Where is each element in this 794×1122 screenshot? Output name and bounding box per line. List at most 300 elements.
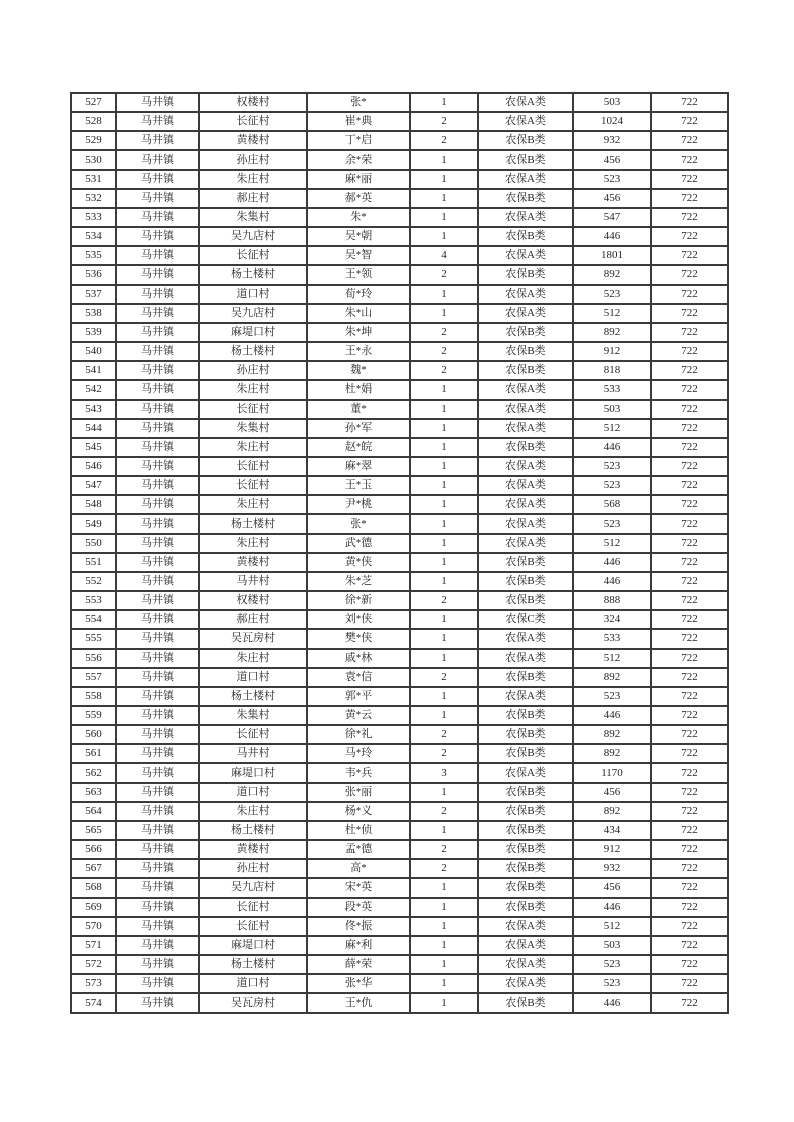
table-row [71, 821, 728, 840]
person-name-cell: 张*华 [307, 974, 410, 993]
village-cell: 杨土楼村 [199, 821, 307, 840]
amount-cell: 888 [573, 591, 651, 610]
seq-cell: 565 [71, 821, 116, 840]
table-row [71, 304, 728, 323]
table-row [71, 457, 728, 476]
count-cell: 1 [410, 783, 478, 802]
person-name-cell: 王*领 [307, 265, 410, 284]
village-cell: 朱庄村 [199, 534, 307, 553]
fixed-value-cell: 722 [651, 629, 728, 648]
town-cell: 马井镇 [116, 304, 199, 323]
town-cell: 马井镇 [116, 227, 199, 246]
table-row [71, 93, 728, 112]
insurance-category-cell: 农保B类 [478, 802, 573, 821]
insurance-category-cell: 农保B类 [478, 131, 573, 150]
fixed-value-cell: 722 [651, 821, 728, 840]
seq-cell: 545 [71, 438, 116, 457]
town-cell: 马井镇 [116, 246, 199, 265]
person-name-cell: 董* [307, 400, 410, 419]
village-cell: 杨土楼村 [199, 687, 307, 706]
insurance-category-cell: 农保A类 [478, 495, 573, 514]
village-cell: 孙庄村 [199, 150, 307, 169]
seq-cell: 548 [71, 495, 116, 514]
seq-cell: 527 [71, 93, 116, 112]
seq-cell: 559 [71, 706, 116, 725]
count-cell: 1 [410, 553, 478, 572]
amount-cell: 892 [573, 725, 651, 744]
count-cell: 3 [410, 763, 478, 782]
count-cell: 1 [410, 706, 478, 725]
count-cell: 1 [410, 304, 478, 323]
seq-cell: 533 [71, 208, 116, 227]
insurance-category-cell: 农保A类 [478, 955, 573, 974]
table-row [71, 917, 728, 936]
insurance-category-cell: 农保B类 [478, 342, 573, 361]
insurance-category-cell: 农保B类 [478, 821, 573, 840]
person-name-cell: 黄*云 [307, 706, 410, 725]
seq-cell: 551 [71, 553, 116, 572]
village-cell: 黄楼村 [199, 840, 307, 859]
town-cell: 马井镇 [116, 150, 199, 169]
count-cell: 1 [410, 610, 478, 629]
seq-cell: 573 [71, 974, 116, 993]
count-cell: 1 [410, 170, 478, 189]
village-cell: 道口村 [199, 974, 307, 993]
person-name-cell: 张* [307, 514, 410, 533]
table-row [71, 629, 728, 648]
person-name-cell: 尹*桃 [307, 495, 410, 514]
fixed-value-cell: 722 [651, 112, 728, 131]
amount-cell: 1024 [573, 112, 651, 131]
seq-cell: 531 [71, 170, 116, 189]
person-name-cell: 高* [307, 859, 410, 878]
seq-cell: 539 [71, 323, 116, 342]
town-cell: 马井镇 [116, 553, 199, 572]
town-cell: 马井镇 [116, 783, 199, 802]
town-cell: 马井镇 [116, 476, 199, 495]
fixed-value-cell: 722 [651, 285, 728, 304]
village-cell: 长征村 [199, 725, 307, 744]
amount-cell: 568 [573, 495, 651, 514]
town-cell: 马井镇 [116, 649, 199, 668]
village-cell: 权楼村 [199, 591, 307, 610]
amount-cell: 932 [573, 131, 651, 150]
amount-cell: 446 [573, 227, 651, 246]
seq-cell: 561 [71, 744, 116, 763]
count-cell: 4 [410, 246, 478, 265]
count-cell: 2 [410, 744, 478, 763]
amount-cell: 446 [573, 706, 651, 725]
table-row [71, 323, 728, 342]
fixed-value-cell: 722 [651, 763, 728, 782]
insurance-category-cell: 农保A类 [478, 687, 573, 706]
fixed-value-cell: 722 [651, 840, 728, 859]
town-cell: 马井镇 [116, 93, 199, 112]
town-cell: 马井镇 [116, 572, 199, 591]
count-cell: 2 [410, 265, 478, 284]
insurance-category-cell: 农保B类 [478, 744, 573, 763]
insurance-category-cell: 农保A类 [478, 246, 573, 265]
fixed-value-cell: 722 [651, 917, 728, 936]
insurance-category-cell: 农保A类 [478, 534, 573, 553]
fixed-value-cell: 722 [651, 131, 728, 150]
table-row [71, 878, 728, 897]
seq-cell: 555 [71, 629, 116, 648]
fixed-value-cell: 722 [651, 610, 728, 629]
amount-cell: 456 [573, 150, 651, 169]
fixed-value-cell: 722 [651, 802, 728, 821]
insurance-category-cell: 农保B类 [478, 572, 573, 591]
village-cell: 吴九店村 [199, 227, 307, 246]
count-cell: 1 [410, 150, 478, 169]
fixed-value-cell: 722 [651, 150, 728, 169]
person-name-cell: 孟*德 [307, 840, 410, 859]
person-name-cell: 郭*平 [307, 687, 410, 706]
village-cell: 朱集村 [199, 419, 307, 438]
person-name-cell: 赵*皖 [307, 438, 410, 457]
amount-cell: 512 [573, 304, 651, 323]
insurance-category-cell: 农保B类 [478, 150, 573, 169]
count-cell: 1 [410, 878, 478, 897]
fixed-value-cell: 722 [651, 170, 728, 189]
person-name-cell: 王*仇 [307, 993, 410, 1013]
table-row [71, 993, 728, 1013]
insurance-category-cell: 农保B类 [478, 840, 573, 859]
insurance-category-cell: 农保A类 [478, 380, 573, 399]
person-name-cell: 王*永 [307, 342, 410, 361]
insurance-category-cell: 农保A类 [478, 208, 573, 227]
fixed-value-cell: 722 [651, 993, 728, 1013]
seq-cell: 530 [71, 150, 116, 169]
count-cell: 1 [410, 649, 478, 668]
seq-cell: 532 [71, 189, 116, 208]
insurance-category-cell: 农保A类 [478, 400, 573, 419]
village-cell: 长征村 [199, 476, 307, 495]
seq-cell: 567 [71, 859, 116, 878]
town-cell: 马井镇 [116, 419, 199, 438]
seq-cell: 564 [71, 802, 116, 821]
village-cell: 郝庄村 [199, 610, 307, 629]
town-cell: 马井镇 [116, 285, 199, 304]
table-row [71, 783, 728, 802]
insurance-category-cell: 农保A类 [478, 936, 573, 955]
count-cell: 1 [410, 629, 478, 648]
village-cell: 朱庄村 [199, 438, 307, 457]
person-name-cell: 郝*英 [307, 189, 410, 208]
seq-cell: 563 [71, 783, 116, 802]
count-cell: 1 [410, 476, 478, 495]
amount-cell: 523 [573, 170, 651, 189]
table-row [71, 150, 728, 169]
person-name-cell: 崔*典 [307, 112, 410, 131]
village-cell: 杨土楼村 [199, 955, 307, 974]
count-cell: 2 [410, 725, 478, 744]
fixed-value-cell: 722 [651, 342, 728, 361]
town-cell: 马井镇 [116, 400, 199, 419]
insurance-category-cell: 农保B类 [478, 438, 573, 457]
amount-cell: 547 [573, 208, 651, 227]
amount-cell: 912 [573, 840, 651, 859]
table-row [71, 419, 728, 438]
table-row [71, 342, 728, 361]
amount-cell: 446 [573, 438, 651, 457]
count-cell: 1 [410, 936, 478, 955]
amount-cell: 456 [573, 783, 651, 802]
town-cell: 马井镇 [116, 974, 199, 993]
town-cell: 马井镇 [116, 802, 199, 821]
insurance-category-cell: 农保A类 [478, 763, 573, 782]
count-cell: 2 [410, 342, 478, 361]
count-cell: 1 [410, 457, 478, 476]
person-name-cell: 吴*朝 [307, 227, 410, 246]
town-cell: 马井镇 [116, 629, 199, 648]
count-cell: 1 [410, 227, 478, 246]
amount-cell: 456 [573, 189, 651, 208]
person-name-cell: 佟*振 [307, 917, 410, 936]
fixed-value-cell: 722 [651, 380, 728, 399]
table-row [71, 400, 728, 419]
amount-cell: 892 [573, 744, 651, 763]
person-name-cell: 吴*智 [307, 246, 410, 265]
fixed-value-cell: 722 [651, 208, 728, 227]
amount-cell: 523 [573, 285, 651, 304]
seq-cell: 536 [71, 265, 116, 284]
person-name-cell: 余*荣 [307, 150, 410, 169]
seq-cell: 549 [71, 514, 116, 533]
table-row [71, 591, 728, 610]
town-cell: 马井镇 [116, 265, 199, 284]
seq-cell: 537 [71, 285, 116, 304]
village-cell: 长征村 [199, 898, 307, 917]
person-name-cell: 薛*荣 [307, 955, 410, 974]
seq-cell: 528 [71, 112, 116, 131]
table-row [71, 112, 728, 131]
village-cell: 麻堤口村 [199, 323, 307, 342]
village-cell: 长征村 [199, 457, 307, 476]
seq-cell: 546 [71, 457, 116, 476]
seq-cell: 560 [71, 725, 116, 744]
town-cell: 马井镇 [116, 898, 199, 917]
count-cell: 1 [410, 955, 478, 974]
insurance-category-cell: 农保B类 [478, 783, 573, 802]
amount-cell: 533 [573, 629, 651, 648]
count-cell: 1 [410, 687, 478, 706]
count-cell: 1 [410, 208, 478, 227]
village-cell: 权楼村 [199, 93, 307, 112]
person-name-cell: 麻*丽 [307, 170, 410, 189]
seq-cell: 535 [71, 246, 116, 265]
fixed-value-cell: 722 [651, 553, 728, 572]
count-cell: 2 [410, 840, 478, 859]
village-cell: 朱庄村 [199, 495, 307, 514]
person-name-cell: 宋*英 [307, 878, 410, 897]
person-name-cell: 张*丽 [307, 783, 410, 802]
amount-cell: 523 [573, 476, 651, 495]
town-cell: 马井镇 [116, 342, 199, 361]
count-cell: 1 [410, 917, 478, 936]
table-row [71, 668, 728, 687]
town-cell: 马井镇 [116, 859, 199, 878]
person-name-cell: 黄*侠 [307, 553, 410, 572]
amount-cell: 446 [573, 553, 651, 572]
fixed-value-cell: 722 [651, 400, 728, 419]
fixed-value-cell: 722 [651, 898, 728, 917]
fixed-value-cell: 722 [651, 974, 728, 993]
town-cell: 马井镇 [116, 917, 199, 936]
table-row [71, 802, 728, 821]
village-cell: 道口村 [199, 783, 307, 802]
town-cell: 马井镇 [116, 706, 199, 725]
fixed-value-cell: 722 [651, 534, 728, 553]
town-cell: 马井镇 [116, 610, 199, 629]
count-cell: 1 [410, 419, 478, 438]
person-name-cell: 朱*坤 [307, 323, 410, 342]
person-name-cell: 戚*林 [307, 649, 410, 668]
count-cell: 1 [410, 93, 478, 112]
town-cell: 马井镇 [116, 361, 199, 380]
amount-cell: 512 [573, 419, 651, 438]
table-row [71, 898, 728, 917]
seq-cell: 544 [71, 419, 116, 438]
person-name-cell: 徐*礼 [307, 725, 410, 744]
fixed-value-cell: 722 [651, 514, 728, 533]
seq-cell: 558 [71, 687, 116, 706]
seq-cell: 571 [71, 936, 116, 955]
amount-cell: 523 [573, 955, 651, 974]
insurance-category-cell: 农保B类 [478, 361, 573, 380]
seq-cell: 570 [71, 917, 116, 936]
amount-cell: 892 [573, 802, 651, 821]
fixed-value-cell: 722 [651, 419, 728, 438]
count-cell: 2 [410, 361, 478, 380]
table-row [71, 744, 728, 763]
town-cell: 马井镇 [116, 457, 199, 476]
town-cell: 马井镇 [116, 495, 199, 514]
count-cell: 1 [410, 189, 478, 208]
fixed-value-cell: 722 [651, 859, 728, 878]
amount-cell: 892 [573, 265, 651, 284]
town-cell: 马井镇 [116, 170, 199, 189]
table-row [71, 208, 728, 227]
village-cell: 黄楼村 [199, 131, 307, 150]
person-name-cell: 丁*启 [307, 131, 410, 150]
village-cell: 长征村 [199, 112, 307, 131]
amount-cell: 503 [573, 400, 651, 419]
village-cell: 长征村 [199, 917, 307, 936]
town-cell: 马井镇 [116, 591, 199, 610]
table-row [71, 572, 728, 591]
village-cell: 杨土楼村 [199, 265, 307, 284]
table-row [71, 380, 728, 399]
village-cell: 道口村 [199, 285, 307, 304]
table-row [71, 553, 728, 572]
table-row [71, 361, 728, 380]
amount-cell: 818 [573, 361, 651, 380]
amount-cell: 533 [573, 380, 651, 399]
insurance-category-cell: 农保A类 [478, 285, 573, 304]
count-cell: 1 [410, 821, 478, 840]
amount-cell: 523 [573, 514, 651, 533]
person-name-cell: 刘*侠 [307, 610, 410, 629]
insurance-category-cell: 农保A类 [478, 419, 573, 438]
person-name-cell: 武*德 [307, 534, 410, 553]
amount-cell: 523 [573, 974, 651, 993]
amount-cell: 892 [573, 668, 651, 687]
village-cell: 朱庄村 [199, 649, 307, 668]
count-cell: 1 [410, 993, 478, 1013]
seq-cell: 538 [71, 304, 116, 323]
person-name-cell: 马*玲 [307, 744, 410, 763]
town-cell: 马井镇 [116, 323, 199, 342]
town-cell: 马井镇 [116, 514, 199, 533]
person-name-cell: 杜*侦 [307, 821, 410, 840]
seq-cell: 553 [71, 591, 116, 610]
table-row [71, 438, 728, 457]
village-cell: 朱庄村 [199, 380, 307, 399]
count-cell: 1 [410, 285, 478, 304]
insurance-category-cell: 农保C类 [478, 610, 573, 629]
insurance-category-cell: 农保A类 [478, 649, 573, 668]
amount-cell: 446 [573, 993, 651, 1013]
amount-cell: 892 [573, 323, 651, 342]
insurance-category-cell: 农保A类 [478, 170, 573, 189]
fixed-value-cell: 722 [651, 725, 728, 744]
fixed-value-cell: 722 [651, 649, 728, 668]
insurance-category-cell: 农保A类 [478, 93, 573, 112]
person-name-cell: 孙*军 [307, 419, 410, 438]
seq-cell: 557 [71, 668, 116, 687]
insurance-category-cell: 农保A类 [478, 304, 573, 323]
amount-cell: 1801 [573, 246, 651, 265]
village-cell: 麻堤口村 [199, 936, 307, 955]
amount-cell: 512 [573, 917, 651, 936]
count-cell: 1 [410, 514, 478, 533]
town-cell: 马井镇 [116, 725, 199, 744]
insurance-category-cell: 农保B类 [478, 189, 573, 208]
town-cell: 马井镇 [116, 993, 199, 1013]
seq-cell: 574 [71, 993, 116, 1013]
table-row [71, 725, 728, 744]
table-row [71, 649, 728, 668]
table-row [71, 936, 728, 955]
insurance-category-cell: 农保B类 [478, 553, 573, 572]
village-cell: 道口村 [199, 668, 307, 687]
town-cell: 马井镇 [116, 936, 199, 955]
person-name-cell: 徐*新 [307, 591, 410, 610]
count-cell: 2 [410, 859, 478, 878]
count-cell: 1 [410, 572, 478, 591]
seq-cell: 542 [71, 380, 116, 399]
fixed-value-cell: 722 [651, 495, 728, 514]
insurance-category-cell: 农保B类 [478, 227, 573, 246]
table-row [71, 227, 728, 246]
table-row [71, 610, 728, 629]
amount-cell: 932 [573, 859, 651, 878]
fixed-value-cell: 722 [651, 878, 728, 897]
fixed-value-cell: 722 [651, 246, 728, 265]
count-cell: 1 [410, 974, 478, 993]
village-cell: 吴九店村 [199, 878, 307, 897]
village-cell: 朱集村 [199, 208, 307, 227]
town-cell: 马井镇 [116, 878, 199, 897]
amount-cell: 434 [573, 821, 651, 840]
amount-cell: 512 [573, 649, 651, 668]
fixed-value-cell: 722 [651, 438, 728, 457]
fixed-value-cell: 722 [651, 265, 728, 284]
seq-cell: 541 [71, 361, 116, 380]
insurance-category-cell: 农保B类 [478, 668, 573, 687]
village-cell: 杨土楼村 [199, 342, 307, 361]
